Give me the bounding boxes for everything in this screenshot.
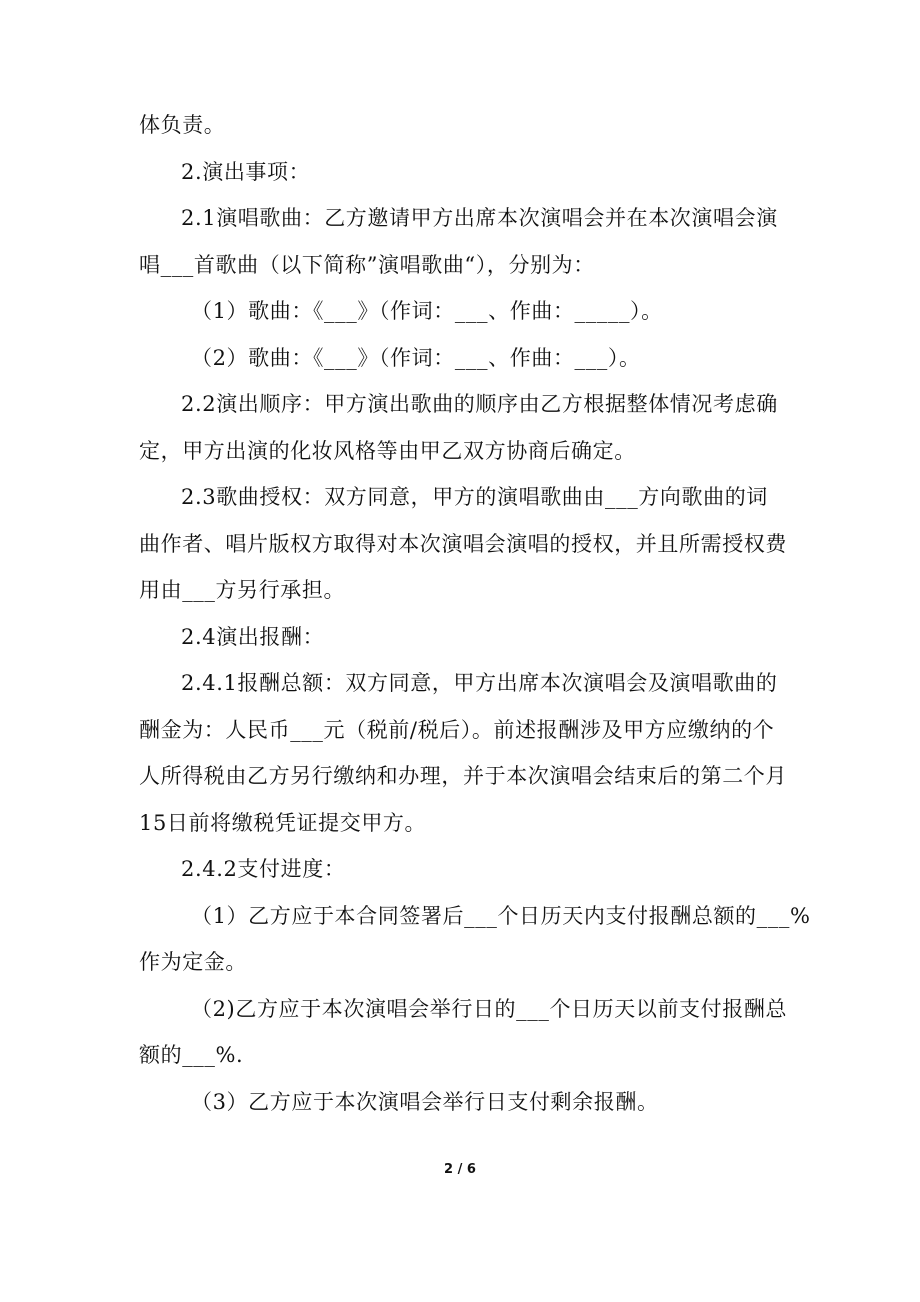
song-item-1: （1）歌曲：《___》（作词：___、作曲：_____）。 [191, 299, 663, 323]
text-line: 定，甲方出演的化妆风格等由甲乙双方协商后确定。 [139, 438, 636, 463]
text-line: 2.4.1报酬总额：双方同意，甲方出席本次演唱会及演唱歌曲的 [181, 671, 778, 695]
text-line: 15日前将缴税凭证提交甲方。 [139, 810, 427, 835]
text-line: 体负责。 [139, 113, 226, 137]
text-line: 2.1演唱歌曲：乙方邀请甲方出席本次演唱会并在本次演唱会演 [181, 206, 778, 230]
text-line: 人所得税由乙方另行缴纳和办理，并于本次演唱会结束后的第二个月 [139, 764, 787, 788]
text-line: 2.2演出顺序：甲方演出歌曲的顺序由乙方根据整体情况考虑确 [181, 392, 778, 416]
text-line: 2.3歌曲授权：双方同意，甲方的演唱歌曲由___方向歌曲的词 [181, 485, 768, 509]
song-item-2: （2）歌曲：《___》（作词：___、作曲：___）。 [191, 345, 641, 370]
text-line: 酬金为：人民币___元（税前/税后）。前述报酬涉及甲方应缴纳的个 [139, 717, 775, 742]
text-line: 用由___方另行承担。 [139, 578, 346, 602]
text-line: 曲作者、唱片版权方取得对本次演唱会演唱的授权，并且所需授权费 [139, 531, 787, 556]
section-heading-2-4: 2.4演出报酬： [181, 624, 325, 649]
contract-text [139, 102, 811, 1125]
text-line: 额的___%. [139, 1043, 244, 1067]
payment-item-3: （3）乙方应于本次演唱会举行日支付剩余报酬。 [191, 1089, 659, 1114]
section-heading-2: 2.演出事项： [181, 159, 311, 184]
text-line: 唱___首歌曲（以下简称”演唱歌曲“），分别为： [139, 252, 595, 277]
text-line: 作为定金。 [139, 950, 247, 974]
page-number: 2 / 6 [444, 1162, 476, 1177]
payment-item-2: （2)乙方应于本次演唱会举行日的___个日历天以前支付报酬总 [191, 996, 788, 1021]
payment-item-1: （1）乙方应于本合同签署后___个日历天内支付报酬总额的___% [191, 903, 811, 928]
document-body [139, 102, 811, 1125]
section-heading-2-4-2: 2.4.2支付进度： [181, 857, 346, 881]
